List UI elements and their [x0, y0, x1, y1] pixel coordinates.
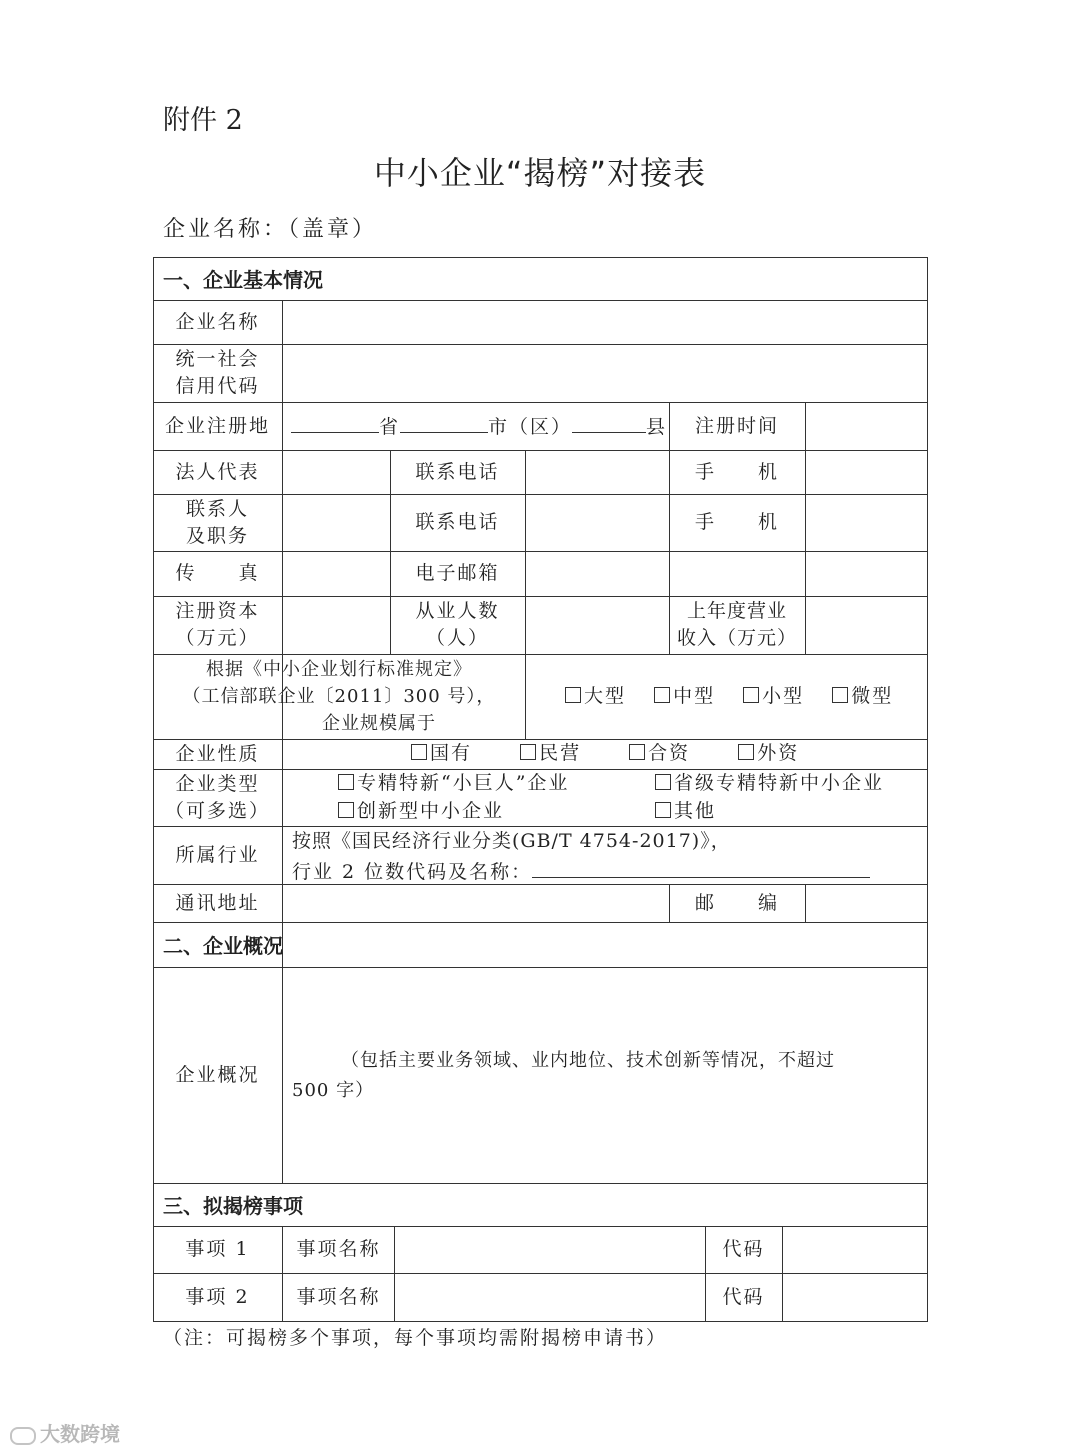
- contact-label-line1: 联系人: [185, 497, 249, 520]
- type-option-little-giant[interactable]: [338, 770, 569, 797]
- item1-name-label: 事项名称: [296, 1238, 381, 1260]
- company-seal-line: 企业名称：（盖章）: [163, 217, 378, 242]
- nature-option-private[interactable]: [520, 742, 581, 764]
- item2-name-field[interactable]: [395, 1273, 705, 1321]
- address-label: 通讯地址: [175, 891, 260, 914]
- item2-label: 事项 2: [185, 1285, 250, 1308]
- scale-label-line3: 企业规模属于: [322, 713, 436, 734]
- item1-code-label: 代码: [722, 1238, 765, 1260]
- type-option-label: 其他: [674, 800, 717, 822]
- scale-option-label: 小型: [762, 685, 805, 707]
- industry-text-line2: [292, 857, 870, 886]
- city-text: 市（区）: [488, 416, 573, 438]
- scale-option-large[interactable]: [565, 685, 626, 707]
- scale-option-medium[interactable]: [654, 685, 715, 707]
- type-option-other[interactable]: [655, 798, 716, 825]
- checkbox-icon[interactable]: [654, 687, 670, 703]
- reg-time-field[interactable]: [806, 402, 927, 450]
- email-label: 电子邮箱: [415, 562, 500, 584]
- contact-phone-field[interactable]: [526, 494, 669, 551]
- postcode-label: 邮 编: [694, 891, 779, 914]
- fax-field[interactable]: [283, 551, 390, 596]
- fax-label: 传 真: [175, 562, 260, 584]
- reg-place-label: 企业注册地: [164, 414, 270, 437]
- item2-name-label: 事项名称: [296, 1285, 381, 1308]
- item2-code-label: 代码: [722, 1285, 765, 1308]
- credit-code-label: [153, 344, 282, 402]
- revenue-label-line2: 收入（万元）: [676, 627, 797, 649]
- checkbox-icon[interactable]: [655, 774, 671, 790]
- company-name-label: 企业名称: [175, 310, 260, 333]
- revenue-label: [669, 596, 805, 654]
- checkbox-icon[interactable]: [520, 744, 536, 760]
- nature-options: [411, 740, 799, 767]
- nature-option-label: 外资: [757, 742, 800, 764]
- nature-option-label: 国有: [430, 742, 473, 764]
- nature-option-label: 民营: [539, 742, 582, 764]
- legal-rep-mobile-label: 手 机: [694, 460, 779, 483]
- grid-line: [927, 257, 928, 1322]
- province-blank[interactable]: [291, 412, 379, 433]
- contact-field[interactable]: [283, 494, 390, 551]
- type-label-line2: （可多选）: [164, 799, 270, 822]
- county-blank[interactable]: [572, 412, 646, 433]
- legal-rep-phone-label: 联系电话: [415, 460, 500, 483]
- type-option-label: 创新型中小企业: [357, 800, 505, 822]
- credit-code-label-line1: 统一社会: [175, 348, 260, 370]
- reg-time-label: 注册时间: [694, 414, 779, 437]
- checkbox-icon[interactable]: [338, 774, 354, 790]
- section-title-overview: 二、企业概况: [163, 934, 283, 958]
- checkbox-icon[interactable]: [738, 744, 754, 760]
- legal-rep-phone-field[interactable]: [526, 450, 669, 494]
- contact-phone-label: 联系电话: [415, 511, 500, 533]
- reg-place-field[interactable]: [291, 412, 667, 441]
- capital-label: [153, 596, 282, 654]
- address-field[interactable]: [283, 884, 669, 922]
- checkbox-icon[interactable]: [655, 802, 671, 818]
- form-table: [153, 257, 928, 1323]
- postcode-field[interactable]: [806, 884, 927, 922]
- scale-option-label: 中型: [673, 685, 716, 707]
- nature-option-state[interactable]: [411, 742, 472, 764]
- county-text: 县: [646, 416, 668, 438]
- item1-code-field[interactable]: [783, 1226, 927, 1273]
- type-option-innovative[interactable]: [338, 798, 504, 825]
- scale-label: [153, 654, 525, 739]
- checkbox-icon[interactable]: [629, 744, 645, 760]
- credit-code-field[interactable]: [283, 344, 927, 402]
- scale-options: [565, 683, 893, 710]
- revenue-label-line1: 上年度营业: [686, 600, 787, 622]
- contact-mobile-field[interactable]: [806, 494, 927, 551]
- checkbox-icon[interactable]: [565, 687, 581, 703]
- attachment-label: 附件 2: [163, 105, 243, 136]
- overview-label: 企业概况: [175, 1063, 260, 1086]
- checkbox-icon[interactable]: [411, 744, 427, 760]
- employees-label: [390, 596, 525, 654]
- section-title-items: 三、拟揭榜事项: [163, 1194, 303, 1218]
- scale-label-line1: 根据《中小企业划行标准规定》: [206, 659, 472, 680]
- type-option-label: 省级专精特新中小企业: [674, 772, 885, 794]
- industry-code-prompt: 行业 2 位数代码及名称：: [292, 861, 533, 883]
- contact-mobile-label: 手 机: [694, 511, 779, 533]
- type-label: [153, 769, 282, 826]
- scale-option-label: 微型: [851, 685, 894, 707]
- type-label-line1: 企业类型: [175, 772, 260, 795]
- checkbox-icon[interactable]: [832, 687, 848, 703]
- city-blank[interactable]: [400, 412, 488, 433]
- capital-field[interactable]: [283, 596, 390, 654]
- checkbox-icon[interactable]: [338, 802, 354, 818]
- email-field[interactable]: [526, 551, 927, 596]
- employees-label-line1: 从业人数: [415, 600, 500, 622]
- item1-name-field[interactable]: [395, 1226, 705, 1273]
- item1-label: 事项 1: [185, 1238, 250, 1260]
- scale-option-label: 大型: [584, 685, 627, 707]
- province-text: 省: [379, 416, 401, 438]
- nature-option-label: 合资: [648, 742, 691, 764]
- scale-option-small[interactable]: [743, 685, 804, 707]
- item2-code-field[interactable]: [783, 1273, 927, 1321]
- watermark-logo-icon: [10, 1427, 36, 1445]
- employees-field[interactable]: [526, 596, 669, 654]
- nature-label: 企业性质: [175, 742, 260, 765]
- scale-option-micro[interactable]: [832, 685, 893, 707]
- nature-option-jv[interactable]: [629, 742, 690, 764]
- credit-code-label-line2: 信用代码: [175, 375, 260, 397]
- overview-hint-line2[interactable]: 500 字）: [292, 1080, 375, 1101]
- contact-label-line2: 及职务: [185, 524, 249, 547]
- scale-label-line2: （工信部联企业〔2011〕300 号），: [182, 686, 496, 707]
- company-name-field[interactable]: [283, 300, 927, 344]
- revenue-field[interactable]: [806, 596, 927, 654]
- footer-note: （注：可揭榜多个事项，每个事项均需附揭榜申请书）: [163, 1327, 668, 1349]
- watermark-text: 大数跨境: [40, 1422, 120, 1446]
- industry-code-field[interactable]: [532, 857, 870, 878]
- capital-label-line1: 注册资本: [175, 600, 260, 622]
- capital-label-line2: （万元）: [175, 627, 260, 649]
- type-option-provincial[interactable]: [655, 770, 884, 797]
- nature-option-foreign[interactable]: [738, 742, 799, 764]
- contact-label: [153, 494, 282, 551]
- overview-hint-line1[interactable]: （包括主要业务领域、业内地位、技术创新等情况，不超过: [341, 1050, 835, 1071]
- legal-rep-mobile-field[interactable]: [806, 450, 927, 494]
- watermark: [10, 1418, 120, 1447]
- type-option-label: 专精特新“小巨人”企业: [357, 772, 570, 794]
- legal-rep-label: 法人代表: [175, 460, 260, 483]
- checkbox-icon[interactable]: [743, 687, 759, 703]
- employees-label-line2: （人）: [425, 627, 489, 649]
- grid-line: [153, 1321, 928, 1322]
- page-title: 中小企业“揭榜”对接表: [373, 154, 707, 192]
- section-title-basic: 一、企业基本情况: [163, 268, 323, 292]
- legal-rep-field[interactable]: [283, 450, 390, 494]
- industry-label: 所属行业: [175, 843, 260, 866]
- industry-text-line1: 按照《国民经济行业分类(GB/T 4754-2017)》，: [292, 830, 731, 852]
